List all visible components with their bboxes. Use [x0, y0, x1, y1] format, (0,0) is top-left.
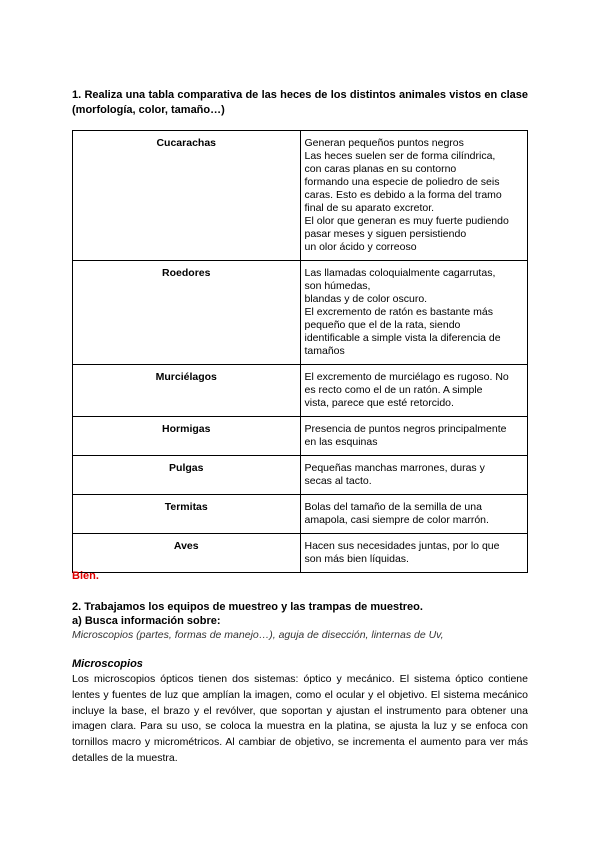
description-line: secas al tacto. [304, 475, 372, 487]
table-row [73, 261, 528, 365]
table-row [73, 456, 528, 495]
description-line: un olor ácido y correoso [304, 241, 417, 253]
description-line: Las llamadas coloquialmente cagarrutas, [304, 267, 496, 279]
description-line: son más bien líquidas. [304, 553, 409, 565]
description-line: pasar meses y siguen persistiendo [304, 228, 467, 240]
comparison-table-body [73, 131, 528, 573]
feedback-note: Bien. [72, 570, 99, 582]
question-1-title: 1. Realiza una tabla comparativa de las heces de los distintos animales vistos en clase (morfología, color, tamaño…) [72, 89, 528, 116]
description-line: caras. Esto es debido a la forma del tramo [304, 189, 502, 201]
description-line: identificable a simple vista la diferencia de [304, 332, 501, 344]
description-line: El excremento de ratón es bastante más [304, 306, 494, 318]
description-cell [300, 456, 528, 495]
comparison-table [72, 130, 528, 573]
description-line: Las heces suelen ser de forma cilíndrica, [304, 150, 496, 162]
description-line: es recto como el de un ratón. A simple [304, 384, 483, 396]
animal-name-cell: Murciélagos [73, 365, 301, 417]
table-row [73, 534, 528, 573]
table-row [73, 365, 528, 417]
description-line: Bolas del tamaño de la semilla de una [304, 501, 482, 513]
table-row [73, 131, 528, 261]
description-line: con caras planas en su contorno [304, 163, 457, 175]
animal-name-cell: Pulgas [73, 456, 301, 495]
description-line: Presencia de puntos negros principalmente [304, 423, 507, 435]
description-line: en las esquinas [304, 436, 378, 448]
description-cell [300, 131, 528, 261]
section-paragraph: Los microscopios ópticos tienen dos sistemas: óptico y mecánico. El sistema óptico contiene lentes y fuentes de luz que amplían la imagen, como el ocular y el objetivo. El sistema mecánico incluye la base, el brazo y el revólver, que soportan y ajustan el instrumento para obtener una imagen clara. Para su uso, se coloca la muestra en la platina, se ajusta la luz y se enfoca con tornillos macro y micrométricos. Al cambiar de objetivo, se incrementa el aumento para ver más detalles de la muestra. [72, 673, 528, 764]
description-line: tamaños [304, 345, 345, 357]
description-cell [300, 365, 528, 417]
question-2a-subtitle: a) Busca información sobre: [72, 615, 221, 627]
description-cell [300, 417, 528, 456]
question-2-title: 2. Trabajamos los equipos de muestreo y las trampas de muestreo. [72, 601, 423, 613]
animal-name-cell: Aves [73, 534, 301, 573]
topics-list: Microscopios (partes, formas de manejo…), aguja de disección, linternas de Uv, [72, 629, 444, 641]
animal-name-cell: Roedores [73, 261, 301, 365]
section-heading: Microscopios [72, 658, 143, 670]
description-cell [300, 495, 528, 534]
animal-name-cell: Cucarachas [73, 131, 301, 261]
description-cell [300, 261, 528, 365]
description-line: Pequeñas manchas marrones, duras y [304, 462, 485, 474]
description-line: son húmedas, [304, 280, 371, 292]
description-line: final de su aparato excretor. [304, 202, 435, 214]
description-line: El olor que generan es muy fuerte pudiendo [304, 215, 509, 227]
description-line: amapola, casi siempre de color marrón. [304, 514, 489, 526]
description-cell [300, 534, 528, 573]
animal-name-cell: Termitas [73, 495, 301, 534]
description-line: Hacen sus necesidades juntas, por lo que [304, 540, 500, 552]
table-row [73, 417, 528, 456]
animal-name-cell: Hormigas [73, 417, 301, 456]
description-line: vista, parece que esté retorcido. [304, 397, 454, 409]
table-row [73, 495, 528, 534]
description-line: pequeño que el de la rata, siendo [304, 319, 461, 331]
description-line: El excremento de murciélago es rugoso. No [304, 371, 509, 383]
description-line: Generan pequeños puntos negros [304, 137, 464, 149]
description-line: formando una especie de poliedro de seis [304, 176, 500, 188]
description-line: blandas y de color oscuro. [304, 293, 428, 305]
